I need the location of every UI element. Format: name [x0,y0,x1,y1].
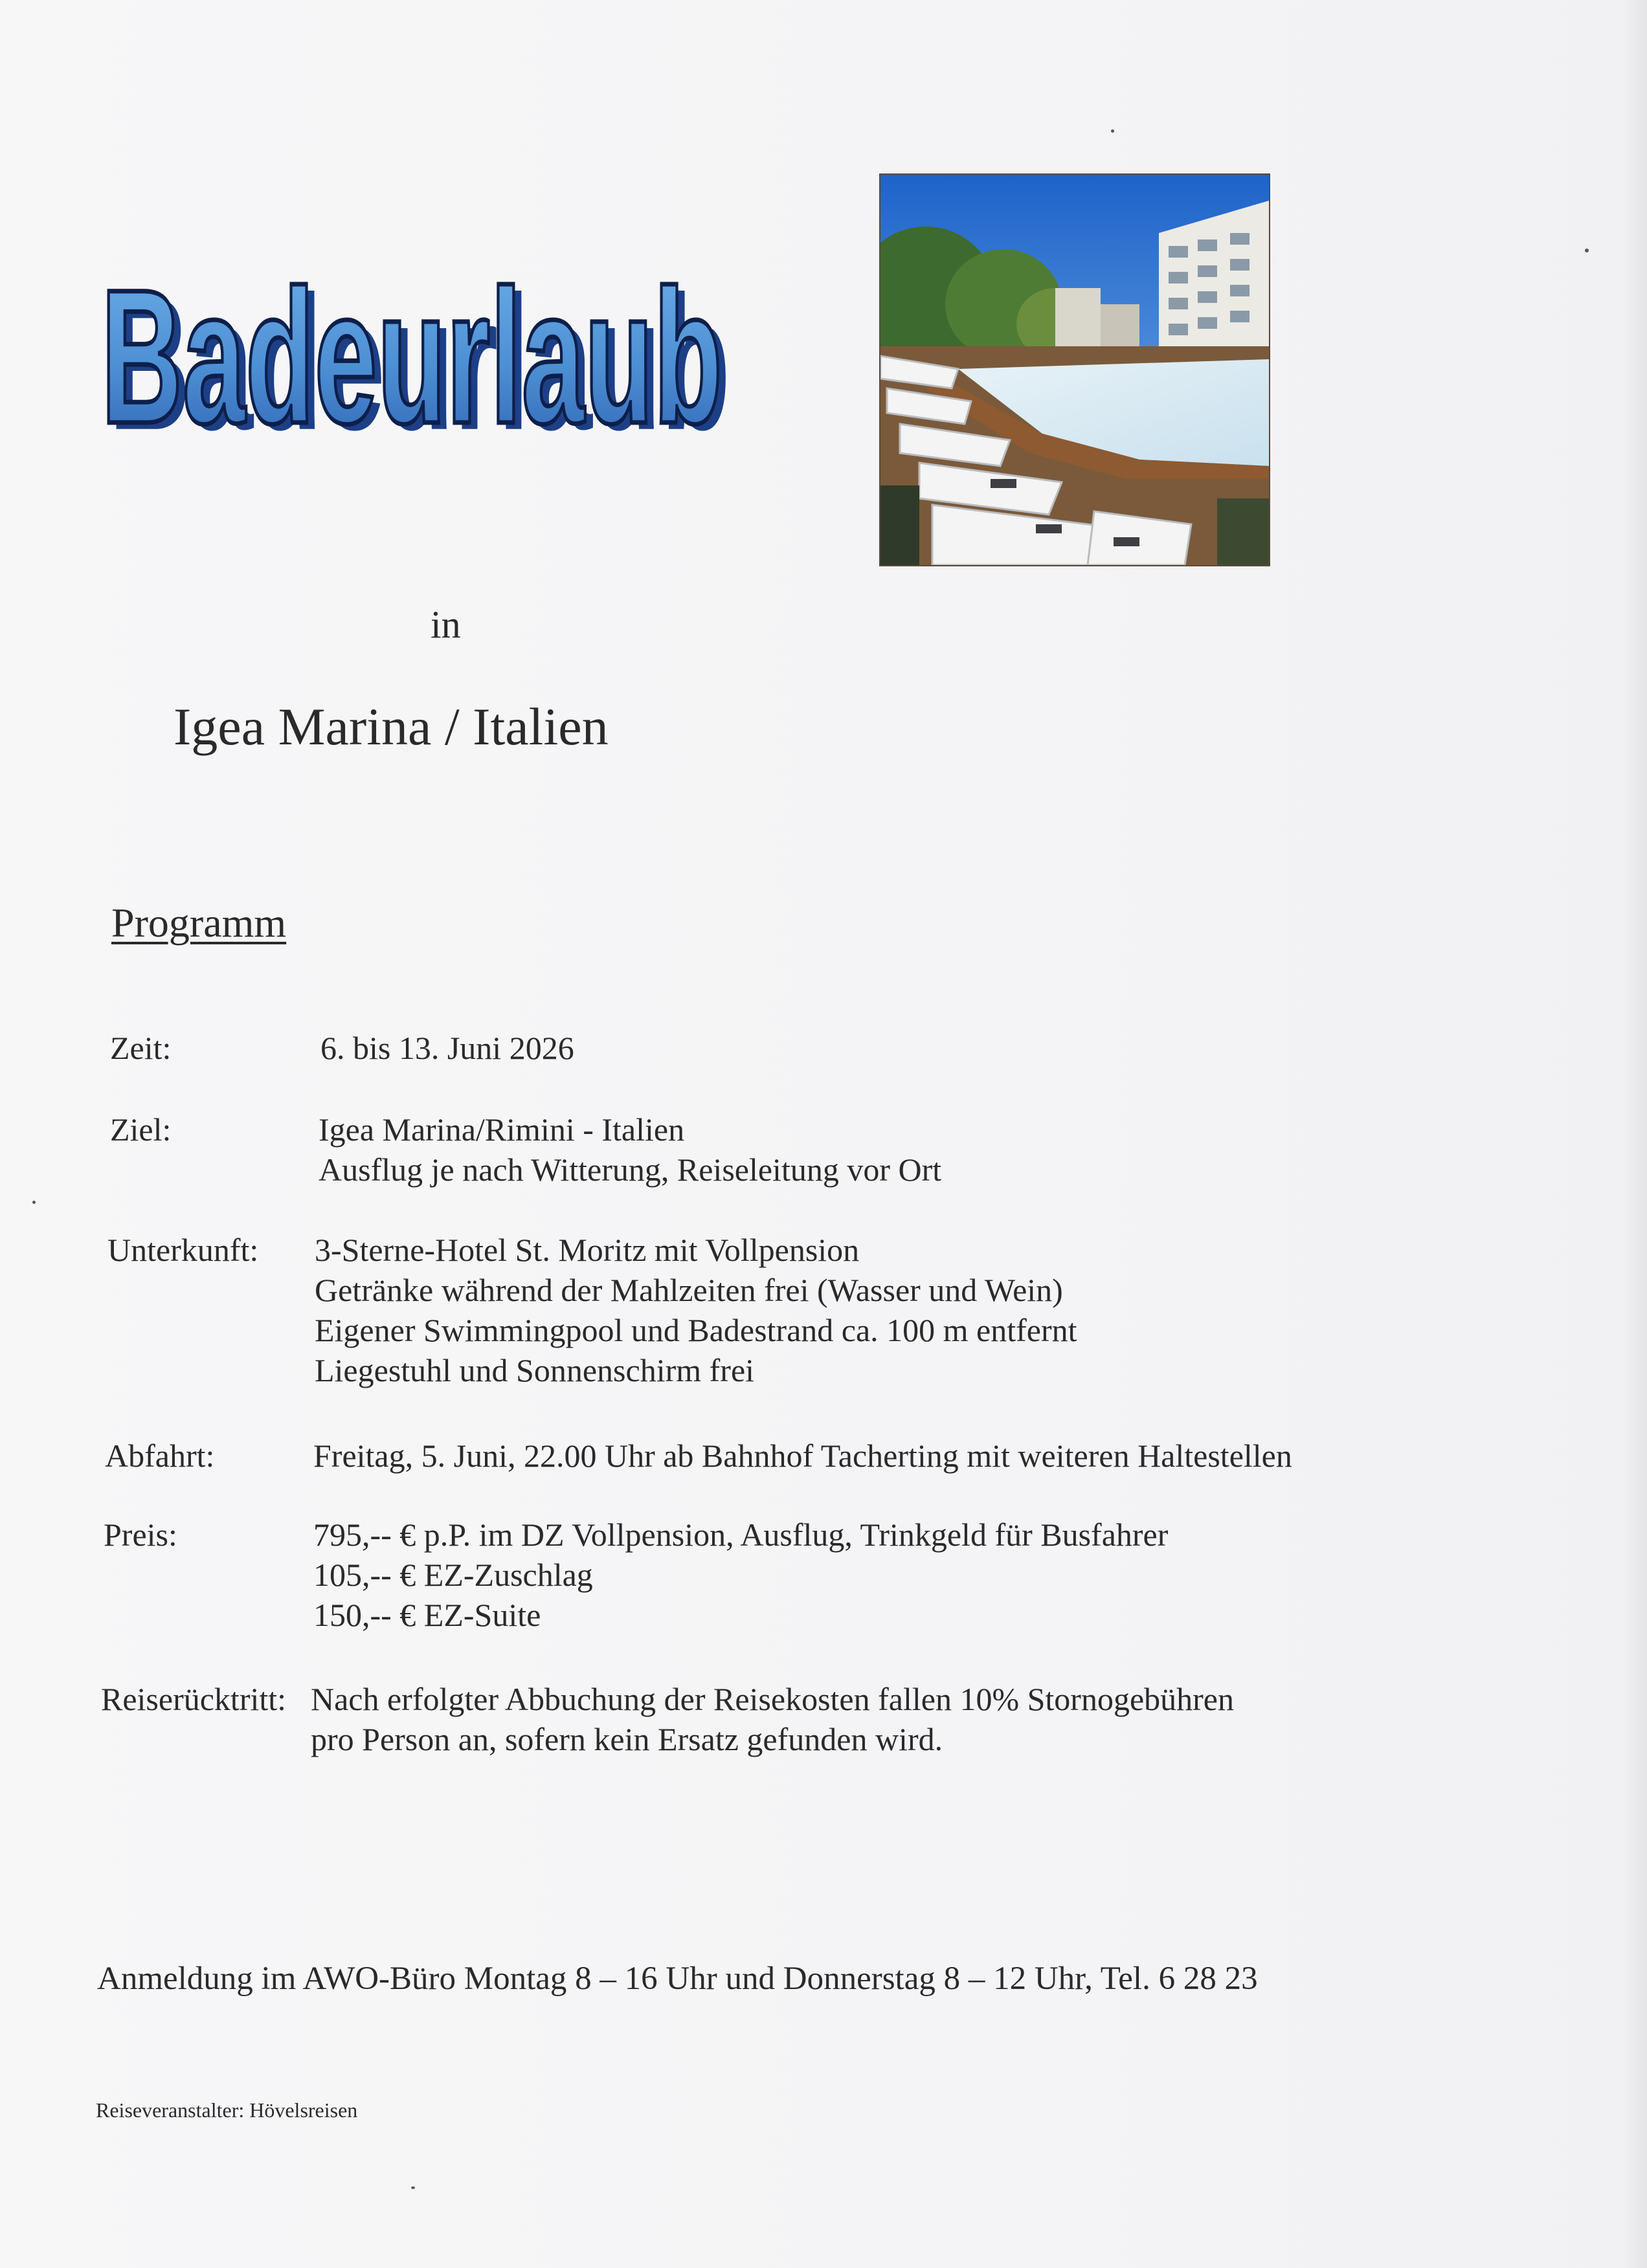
row-label: Zeit: [110,1030,172,1066]
row-label: Abfahrt: [105,1438,215,1474]
row-line: Nach erfolgter Abbuchung der Reisekosten fallen 10% Stornogebühren [311,1681,1234,1717]
scan-speck [32,1201,36,1204]
row-value [320,1028,574,1068]
paper-edge-shadow [1621,0,1647,2268]
title-wordart-shadow: Badeurlaub [108,262,730,470]
row-line: 105,-- € EZ-Zuschlag [313,1557,593,1593]
row-line: Liegestuhl und Sonnenschirm frei [315,1352,755,1388]
row-label: Unterkunft: [107,1232,259,1268]
scan-speck [1585,249,1589,252]
title-wordart [91,262,732,476]
scan-speck [411,2186,415,2189]
row-line: Freitag, 5. Juni, 22.00 Uhr ab Bahnhof Tacherting mit weiteren Haltestellen [313,1438,1292,1474]
row-line: pro Person an, sofern kein Ersatz gefunden wird. [311,1721,943,1757]
row-value [319,1109,941,1190]
in-word: in [431,603,461,646]
row-label: Preis: [104,1517,177,1553]
row-line: Eigener Swimmingpool und Badestrand ca. 100 m entfernt [315,1312,1077,1348]
row-line: Ausflug je nach Witterung, Reiseleitung vor Ort [319,1151,942,1188]
scan-speck [1111,129,1114,133]
title-wordart-text: Badeurlaub [101,262,723,463]
row-value [311,1679,1234,1759]
row-label: Reiserücktritt: [101,1681,287,1717]
row-value [315,1230,1077,1390]
registration-info: Anmeldung im AWO-Büro Montag 8 – 16 Uhr und Donnerstag 8 – 12 Uhr, Tel. 6 28 23 [97,1961,1258,1997]
hotel-pool-photo [879,173,1270,566]
row-line: Igea Marina/Rimini - Italien [319,1111,685,1148]
row-label: Ziel: [110,1111,172,1148]
row-line: 3-Sterne-Hotel St. Moritz mit Vollpension [315,1232,860,1268]
section-heading-programm: Programm [111,900,287,946]
row-value [313,1515,1168,1635]
row-line: Getränke während der Mahlzeiten frei (Wasser und Wein) [315,1272,1063,1308]
row-line: 6. bis 13. Juni 2026 [320,1030,574,1066]
destination-subtitle: Igea Marina / Italien [174,697,609,756]
row-line: 150,-- € EZ-Suite [313,1597,541,1633]
organizer-note: Reiseveranstalter: Hövelsreisen [96,2098,358,2122]
row-line: 795,-- € p.P. im DZ Vollpension, Ausflug, Trinkgeld für Busfahrer [313,1517,1169,1553]
row-value [313,1436,1292,1476]
